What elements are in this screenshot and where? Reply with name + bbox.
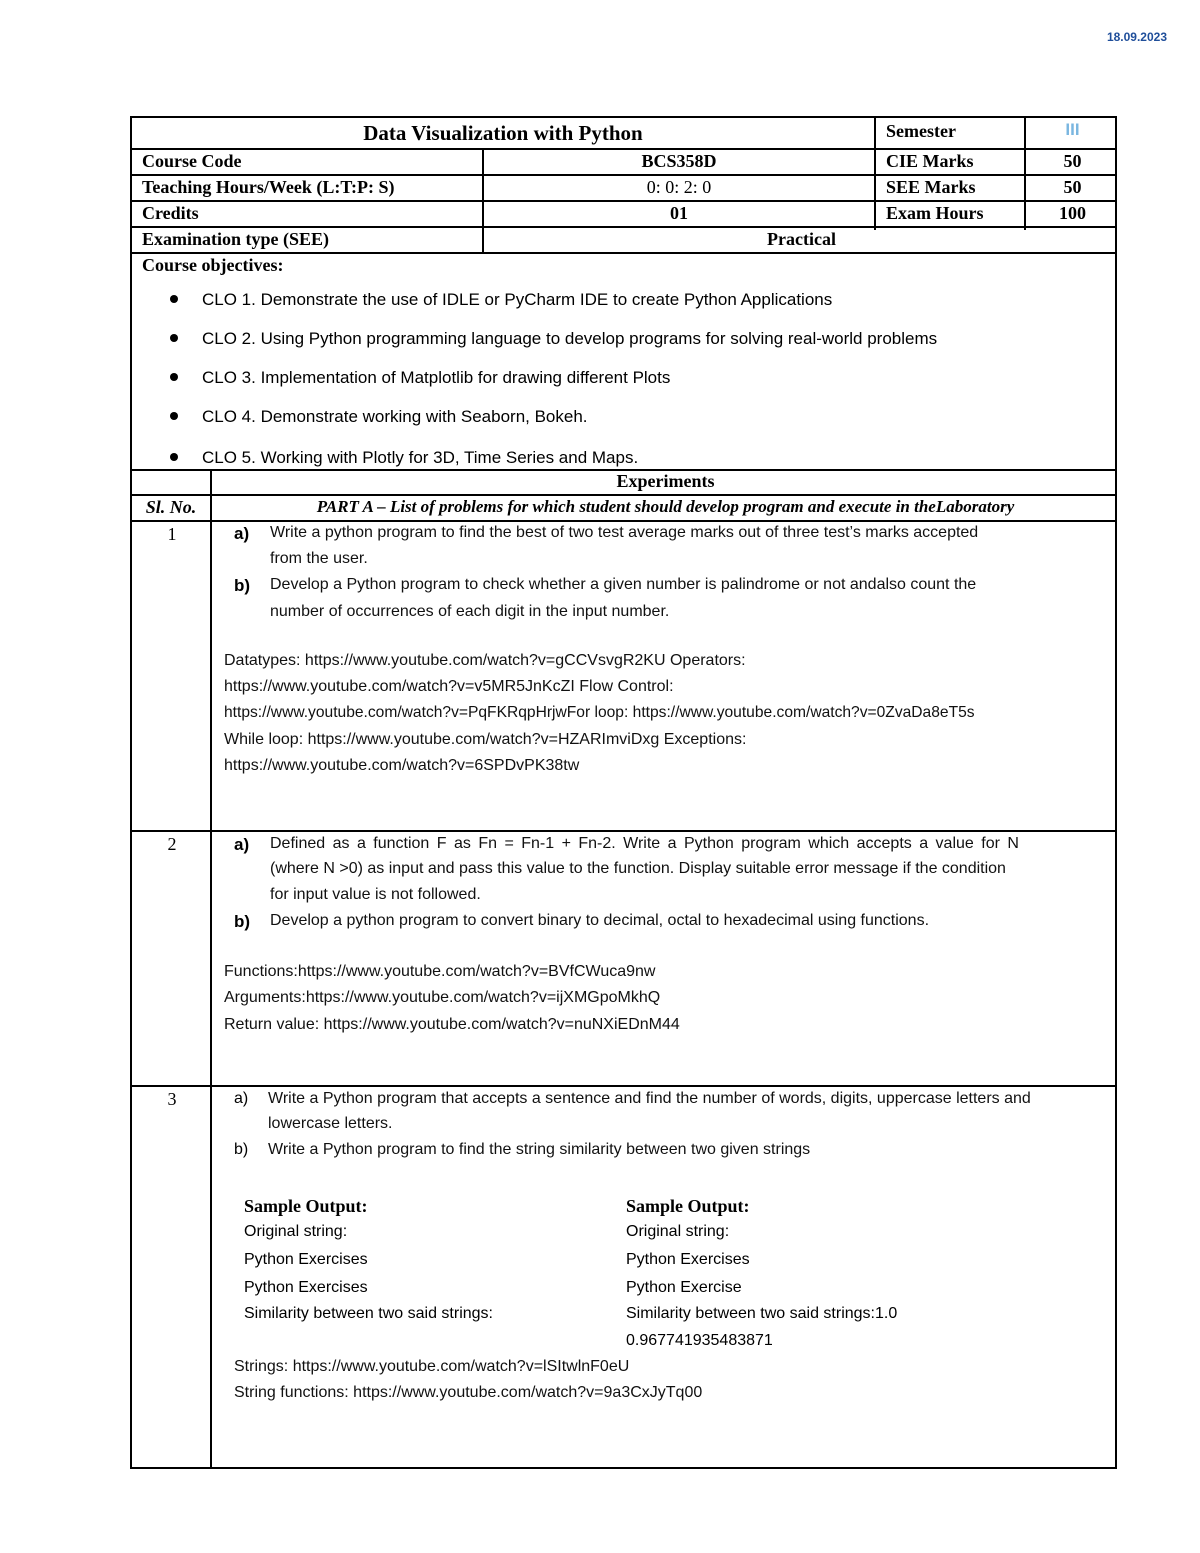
item-label: b) (234, 1141, 249, 1158)
item-label: b) (234, 576, 251, 595)
bullet-icon (170, 412, 178, 420)
video-link[interactable]: Return value: https://www.youtube.com/watch?v=nuNXiEDnM44 (224, 1016, 680, 1033)
see-marks-label: SEE Marks (886, 177, 976, 197)
video-link[interactable]: String functions: https://www.youtube.com/watch?v=9a3CxJyTq00 (234, 1384, 703, 1401)
objective-item: CLO 5. Working with Plotly for 3D, Time Series and Maps. (202, 448, 638, 468)
objective-item: CLO 4. Demonstrate working with Seaborn, Bokeh. (202, 407, 588, 427)
experiment-number: 2 (167, 834, 177, 854)
divider (132, 200, 1115, 202)
bullet-icon (170, 453, 178, 461)
item-label: a) (234, 835, 250, 854)
task-text: from the user. (270, 550, 368, 567)
document-date: 18.09.2023 (1106, 30, 1167, 44)
divider (132, 252, 1115, 254)
divider (132, 148, 1115, 150)
video-link[interactable]: While loop: https://www.youtube.com/watch?v=HZARImviDxg Exceptions: (224, 731, 747, 748)
see-marks-value: 50 (1063, 177, 1082, 197)
sample-output-line: Python Exercise (626, 1279, 742, 1296)
syllabus-table (130, 116, 1117, 1469)
course-code-label: Course Code (142, 151, 242, 171)
exam-hours-value: 100 (1059, 203, 1086, 223)
credits-label: Credits (142, 203, 199, 223)
task-text: lowercase letters. (268, 1115, 393, 1132)
task-text: Develop a Python program to check whether a given number is palindrome or not andalso count the (270, 576, 977, 593)
semester-value: III (1065, 120, 1080, 139)
sample-output-line: Python Exercises (244, 1279, 368, 1296)
divider (132, 226, 1115, 228)
objective-item: CLO 1. Demonstrate the use of IDLE or PyCharm IDE to create Python Applications (202, 290, 832, 310)
bullet-icon (170, 334, 178, 342)
credits-value: 01 (670, 203, 688, 223)
divider (132, 174, 1115, 176)
sample-output-line: Python Exercises (244, 1251, 368, 1268)
video-link[interactable]: Datatypes: https://www.youtube.com/watch?v=gCCVsvgR2KU Operators: (224, 652, 746, 669)
cie-marks-value: 50 (1063, 151, 1082, 171)
objective-item: CLO 2. Using Python programming language to develop programs for solving real-world problems (202, 329, 937, 349)
sample-output-line: Original string: (626, 1223, 730, 1240)
video-link[interactable]: Strings: https://www.youtube.com/watch?v=lSItwlnF0eU (234, 1358, 630, 1375)
task-text: for input value is not followed. (270, 886, 481, 903)
course-code-value: BCS358D (641, 151, 717, 171)
bullet-icon (170, 295, 178, 303)
item-label: a) (234, 524, 250, 543)
video-link[interactable]: Arguments:https://www.youtube.com/watch?v=ijXMGpoMkhQ (224, 989, 661, 1006)
divider (132, 830, 1115, 832)
teaching-hours-label: Teaching Hours/Week (L:T:P: S) (142, 177, 395, 197)
cie-marks-label: CIE Marks (886, 151, 974, 171)
slno-header: Sl. No. (145, 497, 197, 517)
exam-type-value: Practical (767, 229, 836, 249)
semester-label: Semester (886, 121, 956, 141)
experiment-number: 3 (167, 1089, 177, 1109)
experiments-heading: Experiments (616, 471, 715, 491)
task-text: Write a python program to find the best of two test average marks out of three test’s marks accepted (270, 524, 979, 541)
experiment-number: 1 (167, 524, 177, 544)
task-text: Defined as a function F as Fn = Fn-1 + Fn-2. Write a Python program which accepts a value for N (270, 835, 1019, 852)
bullet-icon (170, 373, 178, 381)
task-text: Write a Python program to find the string similarity between two given strings (268, 1141, 811, 1158)
sample-output-line: Original string: (244, 1223, 348, 1240)
sample-output-title: Sample Output: (626, 1196, 750, 1216)
sample-output-line: Similarity between two said strings: (244, 1305, 493, 1322)
sample-output-title: Sample Output: (244, 1196, 368, 1216)
objectives-heading: Course objectives: (142, 255, 284, 275)
task-text: Write a Python program that accepts a sentence and find the number of words, digits, uppercase letters and (268, 1090, 1031, 1107)
divider (132, 494, 1115, 496)
divider (132, 1085, 1115, 1087)
video-link[interactable]: Functions:https://www.youtube.com/watch?v=BVfCWuca9nw (224, 963, 656, 980)
sample-output-line: Similarity between two said strings:1.0 (626, 1305, 898, 1322)
course-title: Data Visualization with Python (363, 121, 643, 145)
video-link[interactable]: https://www.youtube.com/watch?v=PqFKRqpHrjwFor loop: https://www.youtube.com/watch?v=0ZvaDa8eT5s (224, 704, 975, 721)
exam-type-label: Examination type (SEE) (142, 229, 330, 249)
video-link[interactable]: https://www.youtube.com/watch?v=v5MR5JnKcZI Flow Control: (224, 678, 674, 695)
objective-item: CLO 3. Implementation of Matplotlib for drawing different Plots (202, 368, 670, 388)
video-link[interactable]: https://www.youtube.com/watch?v=6SPDvPK38tw (224, 757, 580, 774)
task-text: Develop a python program to convert binary to decimal, octal to hexadecimal using functions. (270, 912, 930, 929)
item-label: a) (234, 1090, 249, 1107)
part-a-header: PART A – List of problems for which student should develop program and execute in theLaboratory (316, 497, 1015, 516)
divider (210, 469, 212, 1469)
item-label: b) (234, 912, 251, 931)
teaching-hours-value: 0: 0: 2: 0 (646, 177, 712, 197)
divider (132, 520, 1115, 522)
task-text: (where N >0) as input and pass this value to the function. Display suitable error message if the condition (270, 860, 1006, 877)
sample-output-line: Python Exercises (626, 1251, 750, 1268)
sample-output-line: 0.967741935483871 (626, 1332, 773, 1349)
exam-hours-label: Exam Hours (886, 203, 984, 223)
task-text: number of occurrences of each digit in the input number. (270, 603, 670, 620)
